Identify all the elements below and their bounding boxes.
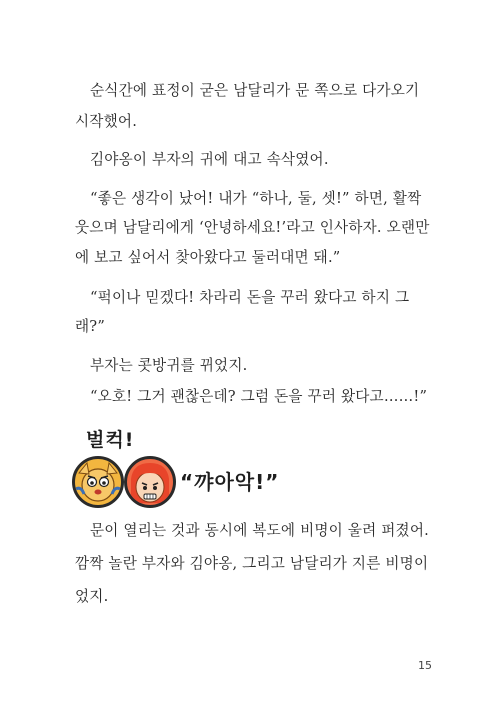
text-line: 에 보고 싶어서 찾아왔다고 둘러대면 돼.” — [75, 249, 341, 266]
text-line: 순식간에 표정이 굳은 남달리가 문 쪽으로 다가오기 — [90, 82, 420, 99]
text-line: 시작했어. — [75, 113, 138, 130]
text-line: 웃으며 남달리에게 ‘안녕하세요!’라고 인사하자. 오랜만 — [75, 219, 430, 236]
text-line: “오호! 그거 괜찮은데? 그럼 돈을 꾸러 왔다고……!” — [90, 388, 428, 405]
text-line: 깜짝 놀란 부자와 김야옹, 그리고 남달리가 지른 비명이 — [75, 555, 429, 572]
sound-effect: 벌컥! — [86, 429, 135, 451]
page-number: 15 — [418, 659, 432, 672]
text-line: “좋은 생각이 났어! 내가 “하나, 둘, 셋!” 하면, 활짝 — [90, 190, 422, 207]
text-line: 문이 열리는 것과 동시에 복도에 비명이 울려 퍼졌어. — [90, 522, 429, 539]
text-line: 었지. — [75, 588, 109, 605]
text-line: 부자는 콧방귀를 뀌었지. — [90, 357, 248, 374]
text-line: 래?” — [75, 318, 105, 335]
girl-character-face-icon — [124, 456, 176, 508]
cat-character-face-icon — [72, 456, 124, 508]
scream-text: “꺄아악!” — [180, 470, 280, 494]
text-line: 김야옹이 부자의 귀에 대고 속삭였어. — [90, 151, 329, 168]
text-line: “퍽이나 믿겠다! 차라리 돈을 꾸러 왔다고 하지 그 — [90, 289, 410, 306]
